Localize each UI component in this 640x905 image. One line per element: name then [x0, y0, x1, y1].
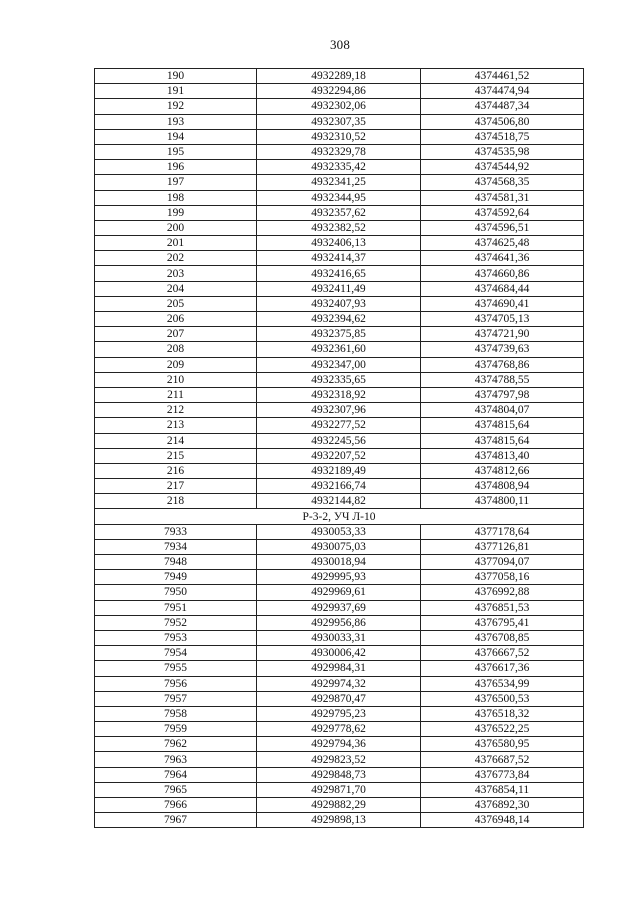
y-coordinate-cell: 4374804,07 [421, 403, 584, 418]
y-coordinate-cell: 4374592,64 [421, 205, 584, 220]
y-coordinate-cell: 4374705,13 [421, 312, 584, 327]
x-coordinate-cell: 4929956,86 [257, 615, 421, 630]
table-row [95, 798, 584, 813]
y-coordinate-cell: 4377094,07 [421, 555, 584, 570]
point-number-cell: 217 [95, 479, 257, 494]
point-number-cell: 7965 [95, 782, 257, 797]
y-coordinate-cell: 4374544,92 [421, 160, 584, 175]
point-number-cell: 216 [95, 463, 257, 478]
x-coordinate-cell: 4932307,35 [257, 114, 421, 129]
y-coordinate-cell: 4374690,41 [421, 296, 584, 311]
y-coordinate-cell: 4374739,63 [421, 342, 584, 357]
table-row [95, 433, 584, 448]
table-row [95, 691, 584, 706]
x-coordinate-cell: 4932318,92 [257, 387, 421, 402]
point-number-cell: 200 [95, 220, 257, 235]
y-coordinate-cell: 4374815,64 [421, 418, 584, 433]
x-coordinate-cell: 4932406,13 [257, 236, 421, 251]
y-coordinate-cell: 4374812,66 [421, 463, 584, 478]
y-coordinate-cell: 4374474,94 [421, 84, 584, 99]
point-number-cell: 7955 [95, 661, 257, 676]
y-coordinate-cell: 4374788,55 [421, 372, 584, 387]
y-coordinate-cell: 4374797,98 [421, 387, 584, 402]
x-coordinate-cell: 4932341,25 [257, 175, 421, 190]
point-number-cell: 212 [95, 403, 257, 418]
y-coordinate-cell: 4374487,34 [421, 99, 584, 114]
point-number-cell: 209 [95, 357, 257, 372]
y-coordinate-cell: 4377126,81 [421, 539, 584, 554]
point-number-cell: 7959 [95, 722, 257, 737]
table-row [95, 372, 584, 387]
y-coordinate-cell: 4374768,86 [421, 357, 584, 372]
x-coordinate-cell: 4932294,86 [257, 84, 421, 99]
page-number: 308 [329, 37, 351, 52]
point-number-cell: 7967 [95, 813, 257, 828]
x-coordinate-cell: 4929778,62 [257, 722, 421, 737]
point-number-cell: 194 [95, 129, 257, 144]
table-row [95, 646, 584, 661]
table-row [95, 555, 584, 570]
y-coordinate-cell: 4376948,14 [421, 813, 584, 828]
x-coordinate-cell: 4930033,31 [257, 630, 421, 645]
x-coordinate-cell: 4932144,82 [257, 494, 421, 509]
x-coordinate-cell: 4929823,52 [257, 752, 421, 767]
x-coordinate-cell: 4929848,73 [257, 767, 421, 782]
table-row [95, 144, 584, 159]
point-number-cell: 215 [95, 448, 257, 463]
y-coordinate-cell: 4376534,99 [421, 676, 584, 691]
x-coordinate-cell: 4932335,65 [257, 372, 421, 387]
y-coordinate-cell: 4374800,11 [421, 494, 584, 509]
y-coordinate-cell: 4376617,36 [421, 661, 584, 676]
y-coordinate-cell: 4376773,84 [421, 767, 584, 782]
x-coordinate-cell: 4930075,03 [257, 539, 421, 554]
table-row [95, 661, 584, 676]
coordinates-table [94, 68, 584, 828]
y-coordinate-cell: 4376580,95 [421, 737, 584, 752]
table-row [95, 722, 584, 737]
point-number-cell: 202 [95, 251, 257, 266]
y-coordinate-cell: 4376795,41 [421, 615, 584, 630]
x-coordinate-cell: 4929794,36 [257, 737, 421, 752]
y-coordinate-cell: 4376522,25 [421, 722, 584, 737]
y-coordinate-cell: 4374596,51 [421, 220, 584, 235]
point-number-cell: 199 [95, 205, 257, 220]
y-coordinate-cell: 4374625,48 [421, 236, 584, 251]
table-row [95, 357, 584, 372]
table-row [95, 312, 584, 327]
x-coordinate-cell: 4932411,49 [257, 281, 421, 296]
x-coordinate-cell: 4932382,52 [257, 220, 421, 235]
x-coordinate-cell: 4932394,62 [257, 312, 421, 327]
point-number-cell: 197 [95, 175, 257, 190]
point-number-cell: 7933 [95, 524, 257, 539]
point-number-cell: 191 [95, 84, 257, 99]
y-coordinate-cell: 4374518,75 [421, 129, 584, 144]
point-number-cell: 211 [95, 387, 257, 402]
x-coordinate-cell: 4932245,56 [257, 433, 421, 448]
point-number-cell: 193 [95, 114, 257, 129]
y-coordinate-cell: 4376687,52 [421, 752, 584, 767]
table-row [95, 676, 584, 691]
table-row [95, 129, 584, 144]
table-row [95, 585, 584, 600]
table-row [95, 448, 584, 463]
y-coordinate-cell: 4374813,40 [421, 448, 584, 463]
y-coordinate-cell: 4376854,11 [421, 782, 584, 797]
point-number-cell: 214 [95, 433, 257, 448]
point-number-cell: 198 [95, 190, 257, 205]
y-coordinate-cell: 4374660,86 [421, 266, 584, 281]
point-number-cell: 190 [95, 69, 257, 84]
point-number-cell: 7963 [95, 752, 257, 767]
point-number-cell: 196 [95, 160, 257, 175]
table-row [95, 479, 584, 494]
table-row [95, 524, 584, 539]
y-coordinate-cell: 4374808,94 [421, 479, 584, 494]
table-row [95, 114, 584, 129]
y-coordinate-cell: 4376500,53 [421, 691, 584, 706]
point-number-cell: 7950 [95, 585, 257, 600]
table-row [95, 737, 584, 752]
point-number-cell: 7958 [95, 706, 257, 721]
table-row [95, 266, 584, 281]
x-coordinate-cell: 4932375,85 [257, 327, 421, 342]
table-row [95, 706, 584, 721]
point-number-cell: 7948 [95, 555, 257, 570]
table-row [95, 296, 584, 311]
x-coordinate-cell: 4932414,37 [257, 251, 421, 266]
x-coordinate-cell: 4930006,42 [257, 646, 421, 661]
section-header-row [95, 509, 584, 524]
point-number-cell: 7953 [95, 630, 257, 645]
table-row [95, 281, 584, 296]
x-coordinate-cell: 4932416,65 [257, 266, 421, 281]
x-coordinate-cell: 4929882,29 [257, 798, 421, 813]
table-row [95, 160, 584, 175]
table-row [95, 752, 584, 767]
y-coordinate-cell: 4374641,36 [421, 251, 584, 266]
table-row [95, 570, 584, 585]
table-row [95, 220, 584, 235]
x-coordinate-cell: 4932357,62 [257, 205, 421, 220]
x-coordinate-cell: 4932329,78 [257, 144, 421, 159]
y-coordinate-cell: 4374461,52 [421, 69, 584, 84]
x-coordinate-cell: 4932361,60 [257, 342, 421, 357]
x-coordinate-cell: 4932289,18 [257, 69, 421, 84]
table-row [95, 342, 584, 357]
table-row [95, 539, 584, 554]
y-coordinate-cell: 4374684,44 [421, 281, 584, 296]
table-row [95, 600, 584, 615]
y-coordinate-cell: 4377178,64 [421, 524, 584, 539]
y-coordinate-cell: 4376667,52 [421, 646, 584, 661]
point-number-cell: 192 [95, 99, 257, 114]
x-coordinate-cell: 4929937,69 [257, 600, 421, 615]
x-coordinate-cell: 4929871,70 [257, 782, 421, 797]
table-row [95, 782, 584, 797]
x-coordinate-cell: 4930018,94 [257, 555, 421, 570]
point-number-cell: 7964 [95, 767, 257, 782]
point-number-cell: 207 [95, 327, 257, 342]
point-number-cell: 7966 [95, 798, 257, 813]
y-coordinate-cell: 4376708,85 [421, 630, 584, 645]
y-coordinate-cell: 4374721,90 [421, 327, 584, 342]
y-coordinate-cell: 4374568,35 [421, 175, 584, 190]
y-coordinate-cell: 4374506,80 [421, 114, 584, 129]
x-coordinate-cell: 4929984,31 [257, 661, 421, 676]
x-coordinate-cell: 4932189,49 [257, 463, 421, 478]
y-coordinate-cell: 4374581,31 [421, 190, 584, 205]
y-coordinate-cell: 4376518,32 [421, 706, 584, 721]
point-number-cell: 7951 [95, 600, 257, 615]
point-number-cell: 203 [95, 266, 257, 281]
point-number-cell: 7954 [95, 646, 257, 661]
point-number-cell: 7952 [95, 615, 257, 630]
table-row [95, 418, 584, 433]
table-row [95, 205, 584, 220]
point-number-cell: 208 [95, 342, 257, 357]
table-row [95, 387, 584, 402]
point-number-cell: 7934 [95, 539, 257, 554]
point-number-cell: 201 [95, 236, 257, 251]
x-coordinate-cell: 4929898,13 [257, 813, 421, 828]
x-coordinate-cell: 4929995,93 [257, 570, 421, 585]
table-row [95, 327, 584, 342]
table-row [95, 175, 584, 190]
y-coordinate-cell: 4376992,88 [421, 585, 584, 600]
table-row [95, 767, 584, 782]
table-row [95, 69, 584, 84]
x-coordinate-cell: 4932335,42 [257, 160, 421, 175]
table-row [95, 813, 584, 828]
table-row [95, 99, 584, 114]
table-row [95, 615, 584, 630]
coordinates-table-body [95, 69, 584, 828]
table-row [95, 494, 584, 509]
table-row [95, 190, 584, 205]
x-coordinate-cell: 4932347,00 [257, 357, 421, 372]
point-number-cell: 204 [95, 281, 257, 296]
x-coordinate-cell: 4929795,23 [257, 706, 421, 721]
y-coordinate-cell: 4374535,98 [421, 144, 584, 159]
x-coordinate-cell: 4929870,47 [257, 691, 421, 706]
point-number-cell: 218 [95, 494, 257, 509]
table-row [95, 403, 584, 418]
x-coordinate-cell: 4932310,52 [257, 129, 421, 144]
y-coordinate-cell: 4374815,64 [421, 433, 584, 448]
point-number-cell: 213 [95, 418, 257, 433]
table-row [95, 630, 584, 645]
point-number-cell: 7956 [95, 676, 257, 691]
x-coordinate-cell: 4932207,52 [257, 448, 421, 463]
point-number-cell: 7949 [95, 570, 257, 585]
table-row [95, 463, 584, 478]
x-coordinate-cell: 4932166,74 [257, 479, 421, 494]
section-label: Р-3-2, УЧ Л-10 [95, 509, 584, 524]
y-coordinate-cell: 4377058,16 [421, 570, 584, 585]
point-number-cell: 7962 [95, 737, 257, 752]
point-number-cell: 206 [95, 312, 257, 327]
y-coordinate-cell: 4376851,53 [421, 600, 584, 615]
x-coordinate-cell: 4930053,33 [257, 524, 421, 539]
point-number-cell: 210 [95, 372, 257, 387]
x-coordinate-cell: 4932407,93 [257, 296, 421, 311]
point-number-cell: 195 [95, 144, 257, 159]
x-coordinate-cell: 4932277,52 [257, 418, 421, 433]
x-coordinate-cell: 4929974,32 [257, 676, 421, 691]
point-number-cell: 205 [95, 296, 257, 311]
x-coordinate-cell: 4932344,95 [257, 190, 421, 205]
x-coordinate-cell: 4932307,96 [257, 403, 421, 418]
x-coordinate-cell: 4929969,61 [257, 585, 421, 600]
point-number-cell: 7957 [95, 691, 257, 706]
x-coordinate-cell: 4932302,06 [257, 99, 421, 114]
table-row [95, 251, 584, 266]
table-row [95, 236, 584, 251]
y-coordinate-cell: 4376892,30 [421, 798, 584, 813]
table-row [95, 84, 584, 99]
